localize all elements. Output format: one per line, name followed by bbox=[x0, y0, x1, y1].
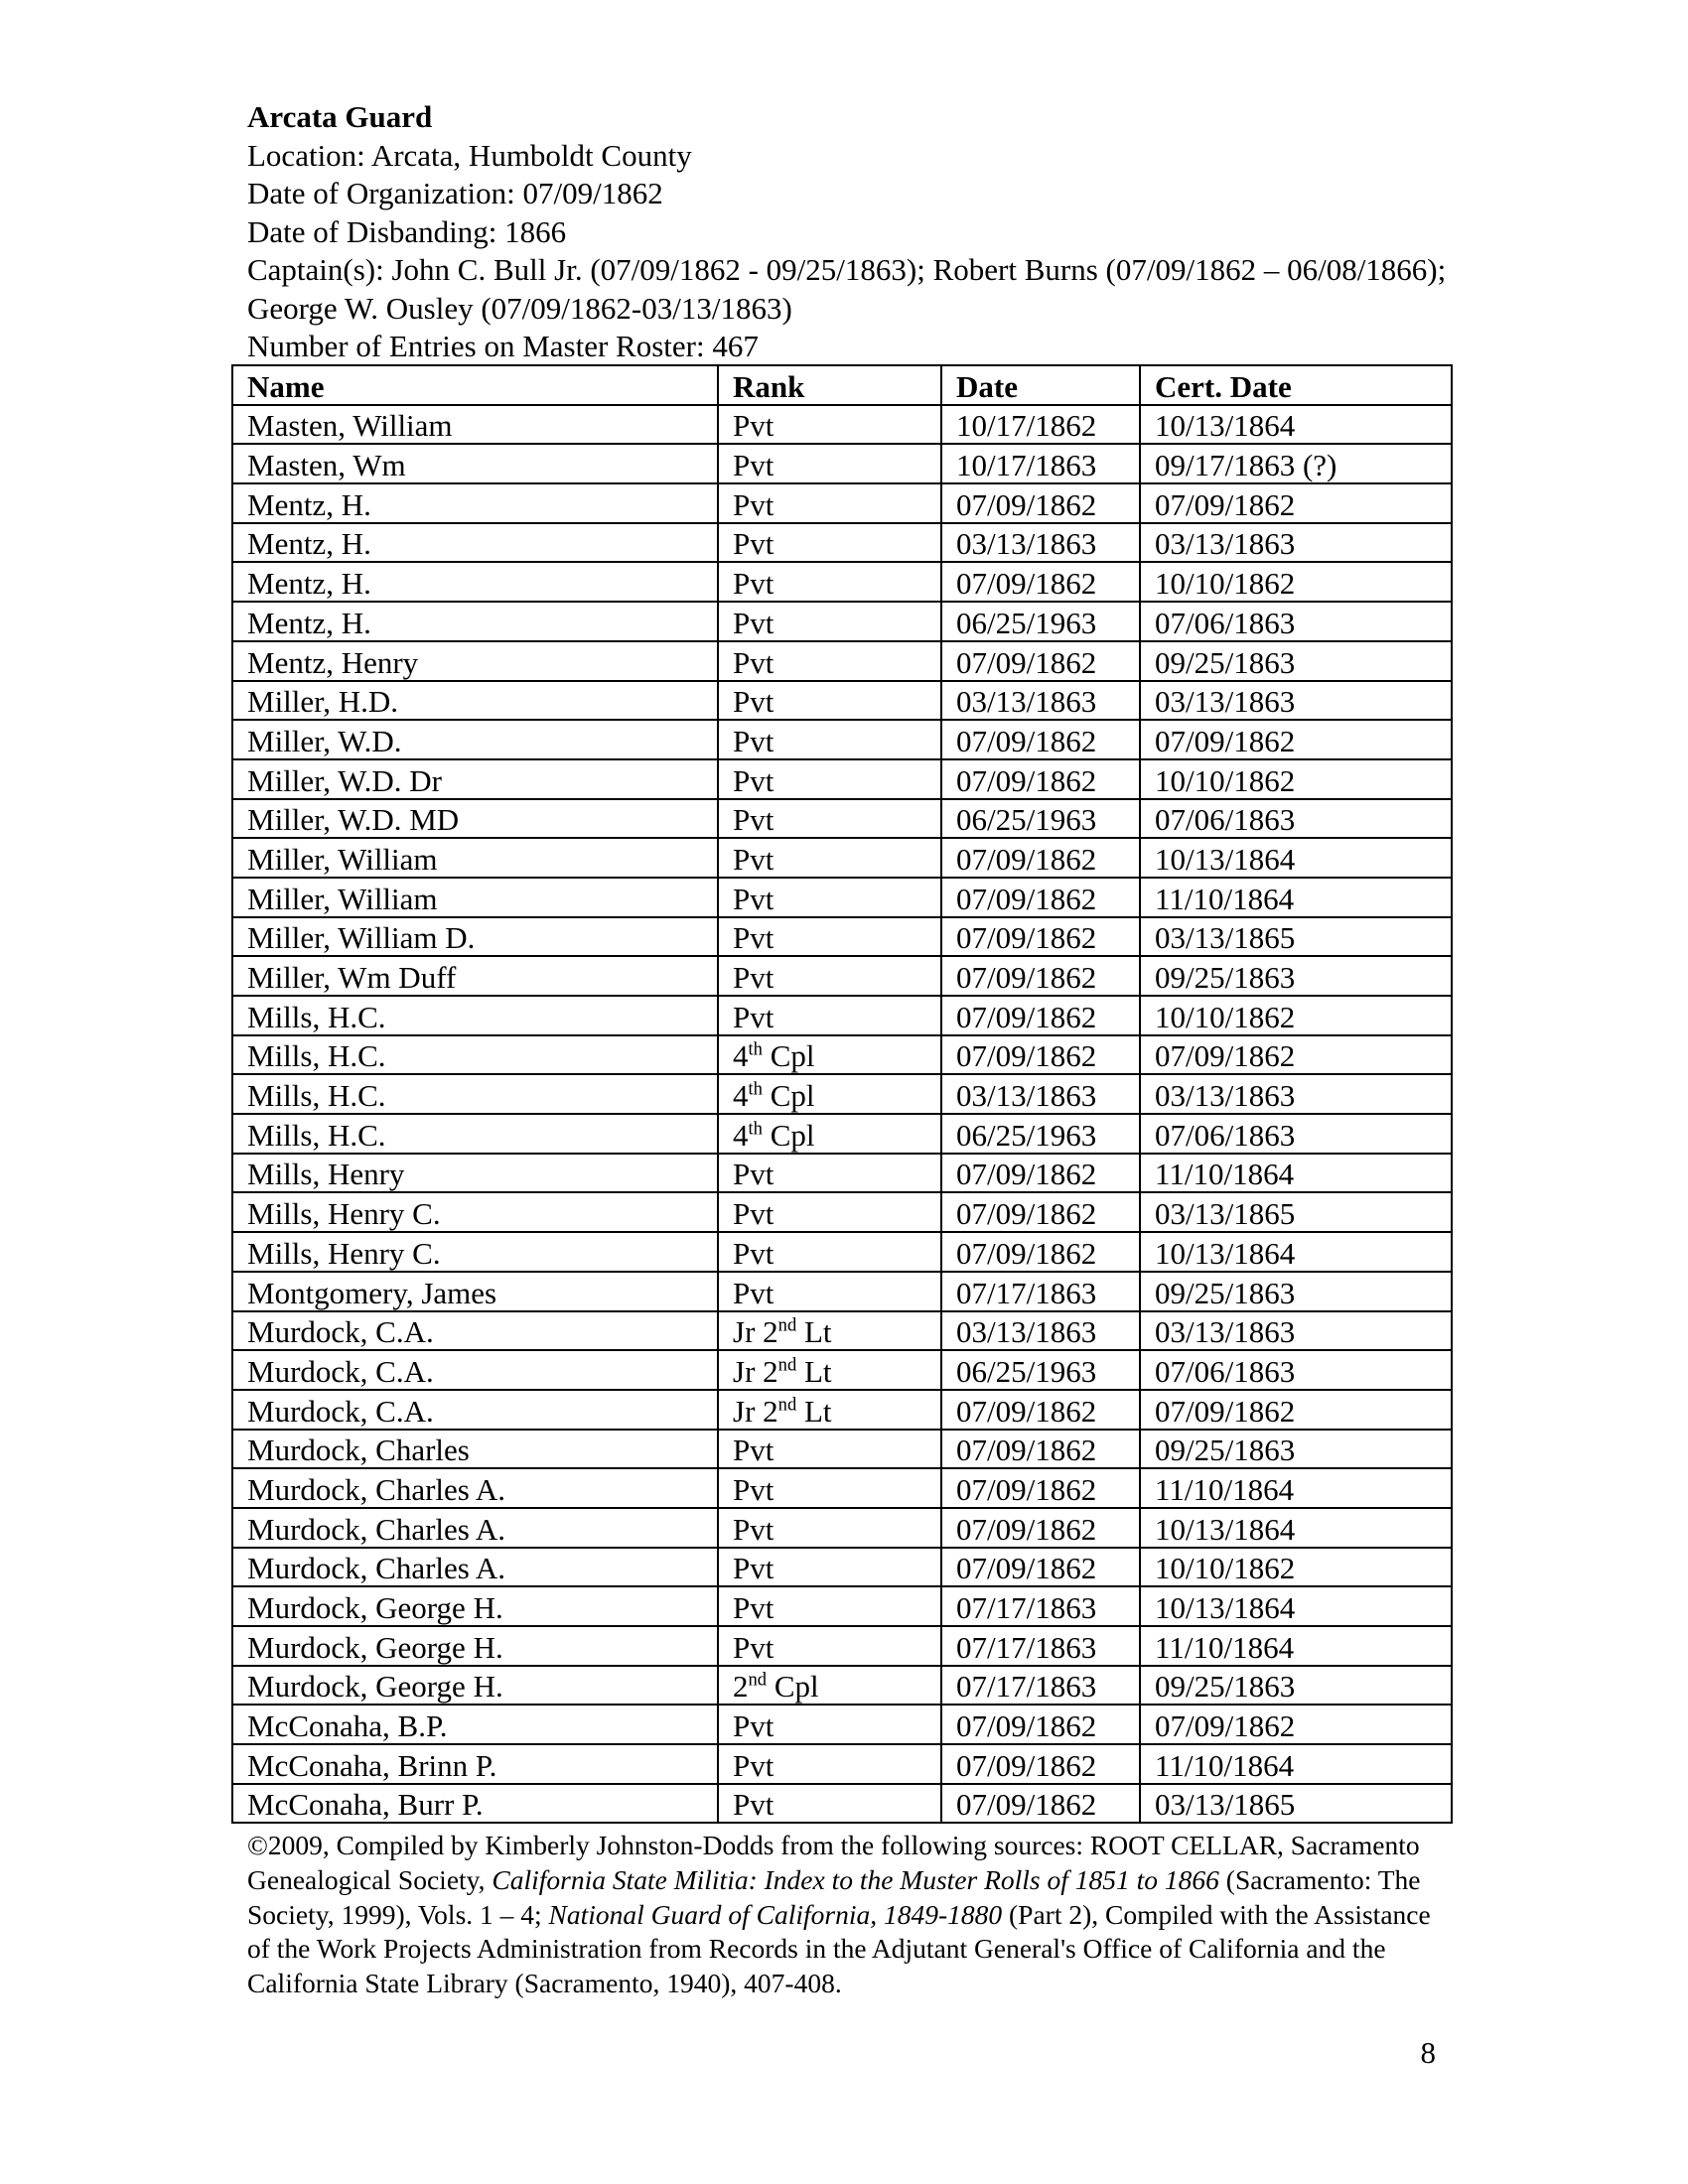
cell-name: Mills, Henry bbox=[232, 1154, 718, 1193]
table-row bbox=[232, 483, 1452, 523]
cell-rank bbox=[718, 1390, 941, 1430]
cell-rank bbox=[718, 1114, 941, 1154]
table-row bbox=[232, 1154, 1452, 1193]
cell-cert-date: 11/10/1864 bbox=[1140, 878, 1452, 917]
unit-disbanding-date: Date of Disbanding: 1866 bbox=[247, 213, 567, 249]
rank-suffix: Cpl bbox=[762, 1117, 815, 1153]
cell-name: Miller, W.D. MD bbox=[232, 799, 718, 839]
cell-name: McConaha, Brinn P. bbox=[232, 1744, 718, 1784]
citation-text: (Sacramento: The Society, 1999), Vols. 1 – 4; bbox=[247, 1863, 1421, 1930]
roster-entry-count: Number of Entries on Master Roster: 467 bbox=[247, 329, 759, 363]
cell-name: Murdock, C.A. bbox=[232, 1311, 718, 1351]
cell-cert-date: 09/25/1863 bbox=[1140, 641, 1452, 681]
citation-text: ©2009, Compiled by Kimberly Johnston-Dodds from the following sources: ROOT CELLAR, Sacramento Genealogical Society, bbox=[247, 1830, 1420, 1895]
cell-rank: Pvt bbox=[718, 1744, 941, 1784]
cell-rank bbox=[718, 1311, 941, 1351]
cell-rank: Pvt bbox=[718, 681, 941, 721]
cell-date: 07/09/1862 bbox=[941, 1744, 1140, 1784]
cell-date: 07/09/1862 bbox=[941, 1390, 1140, 1430]
cell-date: 03/13/1863 bbox=[941, 1074, 1140, 1114]
rank-prefix: 2 bbox=[733, 1669, 749, 1705]
column-header-cert-date: Cert. Date bbox=[1140, 365, 1452, 405]
cell-name: McConaha, B.P. bbox=[232, 1705, 718, 1744]
cell-name: McConaha, Burr P. bbox=[232, 1784, 718, 1824]
cell-date: 10/17/1863 bbox=[941, 444, 1140, 483]
table-row bbox=[232, 1074, 1452, 1114]
cell-rank: Pvt bbox=[718, 956, 941, 996]
cell-rank: Pvt bbox=[718, 1468, 941, 1508]
column-header-date: Date bbox=[941, 365, 1140, 405]
cell-rank: Pvt bbox=[718, 799, 941, 839]
cell-rank: Pvt bbox=[718, 1586, 941, 1626]
cell-date: 07/09/1862 bbox=[941, 996, 1140, 1035]
cell-date: 07/09/1862 bbox=[941, 917, 1140, 957]
cell-cert-date: 10/13/1864 bbox=[1140, 1232, 1452, 1272]
cell-rank: Pvt bbox=[718, 1232, 941, 1272]
cell-cert-date: 09/25/1863 bbox=[1140, 1272, 1452, 1311]
cell-date: 07/09/1862 bbox=[941, 1784, 1140, 1824]
cell-cert-date: 11/10/1864 bbox=[1140, 1468, 1452, 1508]
cell-cert-date: 03/13/1863 bbox=[1140, 1311, 1452, 1351]
cell-rank bbox=[718, 1666, 941, 1706]
cell-cert-date: 11/10/1864 bbox=[1140, 1154, 1452, 1193]
cell-rank: Pvt bbox=[718, 878, 941, 917]
cell-rank: Pvt bbox=[718, 1784, 941, 1824]
cell-date: 06/25/1963 bbox=[941, 1350, 1140, 1390]
unit-location: Location: Arcata, Humboldt County bbox=[247, 137, 692, 173]
cell-cert-date: 11/10/1864 bbox=[1140, 1626, 1452, 1666]
cell-name: Masten, Wm bbox=[232, 444, 718, 483]
roster-table bbox=[231, 364, 1453, 1824]
table-row bbox=[232, 1192, 1452, 1232]
cell-date: 07/09/1862 bbox=[941, 759, 1140, 799]
cell-rank: Pvt bbox=[718, 405, 941, 445]
cell-rank: Pvt bbox=[718, 1192, 941, 1232]
cell-date: 06/25/1963 bbox=[941, 602, 1140, 641]
table-row bbox=[232, 1232, 1452, 1272]
cell-name: Mills, Henry C. bbox=[232, 1192, 718, 1232]
cell-rank bbox=[718, 1035, 941, 1075]
cell-rank: Pvt bbox=[718, 641, 941, 681]
rank-ordinal-suffix: nd bbox=[777, 1314, 797, 1336]
cell-name: Montgomery, James bbox=[232, 1272, 718, 1311]
cell-date: 07/09/1862 bbox=[941, 1548, 1140, 1587]
rank-prefix: 4 bbox=[733, 1038, 749, 1074]
cell-name: Miller, William D. bbox=[232, 917, 718, 957]
rank-prefix: 4 bbox=[733, 1117, 749, 1153]
cell-name: Murdock, C.A. bbox=[232, 1350, 718, 1390]
table-row bbox=[232, 917, 1452, 957]
cell-name: Murdock, Charles A. bbox=[232, 1548, 718, 1587]
cell-cert-date: 09/25/1863 bbox=[1140, 1430, 1452, 1469]
cell-date: 07/09/1862 bbox=[941, 1192, 1140, 1232]
rank-suffix: Lt bbox=[796, 1314, 832, 1350]
table-row bbox=[232, 996, 1452, 1035]
table-row bbox=[232, 602, 1452, 641]
cell-date: 06/25/1963 bbox=[941, 799, 1140, 839]
cell-date: 07/09/1862 bbox=[941, 720, 1140, 759]
cell-name: Mills, H.C. bbox=[232, 996, 718, 1035]
cell-date: 07/17/1863 bbox=[941, 1626, 1140, 1666]
cell-rank: Pvt bbox=[718, 523, 941, 563]
cell-cert-date: 03/13/1863 bbox=[1140, 523, 1452, 563]
cell-date: 07/09/1862 bbox=[941, 878, 1140, 917]
table-row bbox=[232, 1626, 1452, 1666]
rank-ordinal-suffix: nd bbox=[748, 1670, 768, 1692]
cell-name: Murdock, Charles A. bbox=[232, 1508, 718, 1548]
cell-name: Mills, Henry C. bbox=[232, 1232, 718, 1272]
cell-date: 07/09/1862 bbox=[941, 1468, 1140, 1508]
table-row bbox=[232, 1114, 1452, 1154]
cell-cert-date: 03/13/1863 bbox=[1140, 681, 1452, 721]
cell-name: Miller, W.D. bbox=[232, 720, 718, 759]
rank-suffix: Cpl bbox=[762, 1038, 815, 1074]
cell-name: Murdock, George H. bbox=[232, 1626, 718, 1666]
cell-date: 06/25/1963 bbox=[941, 1114, 1140, 1154]
table-row bbox=[232, 720, 1452, 759]
cell-cert-date: 10/13/1864 bbox=[1140, 1508, 1452, 1548]
cell-cert-date: 11/10/1864 bbox=[1140, 1744, 1452, 1784]
page-number: 8 bbox=[1420, 2035, 1436, 2070]
cell-rank: Pvt bbox=[718, 602, 941, 641]
cell-date: 07/09/1862 bbox=[941, 562, 1140, 602]
cell-name: Murdock, Charles bbox=[232, 1430, 718, 1469]
rank-suffix: Lt bbox=[796, 1353, 832, 1389]
cell-date: 07/09/1862 bbox=[941, 483, 1140, 523]
cell-name: Mentz, H. bbox=[232, 602, 718, 641]
citation-title-2: National Guard of California, 1849-1880 bbox=[548, 1898, 1003, 1930]
table-row bbox=[232, 759, 1452, 799]
rank-prefix: Jr 2 bbox=[733, 1314, 778, 1350]
table-row bbox=[232, 799, 1452, 839]
table-row bbox=[232, 956, 1452, 996]
cell-date: 03/13/1863 bbox=[941, 523, 1140, 563]
cell-cert-date: 10/10/1862 bbox=[1140, 759, 1452, 799]
cell-date: 10/17/1862 bbox=[941, 405, 1140, 445]
cell-name: Murdock, George H. bbox=[232, 1586, 718, 1626]
table-row bbox=[232, 878, 1452, 917]
rank-prefix: Jr 2 bbox=[733, 1353, 778, 1389]
table-row bbox=[232, 1666, 1452, 1706]
cell-rank: Pvt bbox=[718, 444, 941, 483]
table-row bbox=[232, 1390, 1452, 1430]
table-row bbox=[232, 1430, 1452, 1469]
cell-name: Miller, H.D. bbox=[232, 681, 718, 721]
cell-name: Murdock, C.A. bbox=[232, 1390, 718, 1430]
unit-organization-date: Date of Organization: 07/09/1862 bbox=[247, 176, 663, 210]
cell-date: 07/09/1862 bbox=[941, 1705, 1140, 1744]
cell-date: 07/09/1862 bbox=[941, 1035, 1140, 1075]
cell-name: Miller, Wm Duff bbox=[232, 956, 718, 996]
cell-cert-date: 10/10/1862 bbox=[1140, 996, 1452, 1035]
cell-cert-date: 10/10/1862 bbox=[1140, 1548, 1452, 1587]
column-header-rank: Rank bbox=[718, 365, 941, 405]
cell-rank: Pvt bbox=[718, 1508, 941, 1548]
cell-cert-date: 07/09/1862 bbox=[1140, 1390, 1452, 1430]
cell-rank bbox=[718, 1350, 941, 1390]
cell-date: 07/09/1862 bbox=[941, 1430, 1140, 1469]
cell-rank: Pvt bbox=[718, 996, 941, 1035]
cell-cert-date: 10/10/1862 bbox=[1140, 562, 1452, 602]
rank-ordinal-suffix: th bbox=[748, 1039, 763, 1061]
citation-text: (Part 2), Compiled with the Assistance of the Work Projects Administration from Records in the Adjutant General's Office of California and the California State Library (Sacramento, 1940), 407-408. bbox=[247, 1898, 1431, 1999]
table-row bbox=[232, 562, 1452, 602]
roster-body bbox=[232, 405, 1452, 1824]
table-row bbox=[232, 681, 1452, 721]
table-row bbox=[232, 405, 1452, 445]
table-row bbox=[232, 1468, 1452, 1508]
table-row bbox=[232, 1272, 1452, 1311]
rank-suffix: Cpl bbox=[762, 1078, 815, 1114]
cell-cert-date: 07/09/1862 bbox=[1140, 1035, 1452, 1075]
cell-rank: Pvt bbox=[718, 1430, 941, 1469]
table-row bbox=[232, 1548, 1452, 1587]
cell-rank: Pvt bbox=[718, 1154, 941, 1193]
cell-cert-date: 03/13/1865 bbox=[1140, 917, 1452, 957]
cell-date: 07/09/1862 bbox=[941, 641, 1140, 681]
cell-rank: Pvt bbox=[718, 1705, 941, 1744]
cell-cert-date: 07/09/1862 bbox=[1140, 1705, 1452, 1744]
cell-cert-date: 03/13/1865 bbox=[1140, 1784, 1452, 1824]
cell-date: 03/13/1863 bbox=[941, 1311, 1140, 1351]
unit-captains: Captain(s): John C. Bull Jr. (07/09/1862 - 09/25/1863); Robert Burns (07/09/1862 – 06/08/1866); George W. Ousley (07/09/1862-03/13/1863) bbox=[247, 252, 1447, 326]
cell-name: Miller, W.D. Dr bbox=[232, 759, 718, 799]
table-row bbox=[232, 1035, 1452, 1075]
cell-rank: Pvt bbox=[718, 917, 941, 957]
cell-date: 07/17/1863 bbox=[941, 1586, 1140, 1626]
cell-rank bbox=[718, 1074, 941, 1114]
rank-ordinal-suffix: nd bbox=[777, 1354, 797, 1376]
cell-name: Miller, William bbox=[232, 878, 718, 917]
roster-header-row bbox=[232, 365, 1452, 405]
cell-name: Miller, William bbox=[232, 838, 718, 878]
cell-date: 07/17/1863 bbox=[941, 1666, 1140, 1706]
table-row bbox=[232, 523, 1452, 563]
cell-rank: Pvt bbox=[718, 562, 941, 602]
rank-prefix: Jr 2 bbox=[733, 1393, 778, 1429]
cell-date: 07/17/1863 bbox=[941, 1272, 1140, 1311]
table-row bbox=[232, 1586, 1452, 1626]
cell-cert-date: 07/09/1862 bbox=[1140, 720, 1452, 759]
rank-suffix: Cpl bbox=[767, 1669, 819, 1705]
cell-date: 07/09/1862 bbox=[941, 1232, 1140, 1272]
source-citation bbox=[247, 1829, 1451, 2001]
rank-suffix: Lt bbox=[796, 1393, 832, 1429]
cell-cert-date: 10/13/1864 bbox=[1140, 1586, 1452, 1626]
cell-rank: Pvt bbox=[718, 720, 941, 759]
citation-title-1: California State Militia: Index to the Muster Rolls of 1851 to 1866 bbox=[492, 1863, 1219, 1895]
table-row bbox=[232, 1311, 1452, 1351]
cell-name: Mentz, H. bbox=[232, 562, 718, 602]
cell-rank: Pvt bbox=[718, 1548, 941, 1587]
cell-cert-date: 07/09/1862 bbox=[1140, 483, 1452, 523]
rank-ordinal-suffix: th bbox=[748, 1078, 763, 1100]
cell-cert-date: 10/13/1864 bbox=[1140, 405, 1452, 445]
cell-rank: Pvt bbox=[718, 838, 941, 878]
cell-rank: Pvt bbox=[718, 483, 941, 523]
table-row bbox=[232, 1784, 1452, 1824]
cell-name: Mentz, Henry bbox=[232, 641, 718, 681]
column-header-name: Name bbox=[232, 365, 718, 405]
cell-name: Mentz, H. bbox=[232, 483, 718, 523]
table-row bbox=[232, 444, 1452, 483]
cell-date: 07/09/1862 bbox=[941, 1154, 1140, 1193]
cell-cert-date: 03/13/1865 bbox=[1140, 1192, 1452, 1232]
unit-title: Arcata Guard bbox=[247, 99, 433, 134]
cell-cert-date: 10/13/1864 bbox=[1140, 838, 1452, 878]
cell-date: 07/09/1862 bbox=[941, 838, 1140, 878]
table-row bbox=[232, 1508, 1452, 1548]
cell-cert-date: 07/06/1863 bbox=[1140, 602, 1452, 641]
cell-name: Murdock, George H. bbox=[232, 1666, 718, 1706]
cell-cert-date: 09/17/1863 (?) bbox=[1140, 444, 1452, 483]
cell-cert-date: 07/06/1863 bbox=[1140, 1350, 1452, 1390]
cell-name: Mills, H.C. bbox=[232, 1035, 718, 1075]
cell-name: Murdock, Charles A. bbox=[232, 1468, 718, 1508]
cell-name: Mentz, H. bbox=[232, 523, 718, 563]
cell-cert-date: 07/06/1863 bbox=[1140, 1114, 1452, 1154]
rank-ordinal-suffix: th bbox=[748, 1118, 763, 1140]
cell-name: Masten, William bbox=[232, 405, 718, 445]
cell-rank: Pvt bbox=[718, 759, 941, 799]
cell-cert-date: 09/25/1863 bbox=[1140, 956, 1452, 996]
table-row bbox=[232, 1350, 1452, 1390]
cell-date: 07/09/1862 bbox=[941, 1508, 1140, 1548]
cell-cert-date: 09/25/1863 bbox=[1140, 1666, 1452, 1706]
cell-name: Mills, H.C. bbox=[232, 1114, 718, 1154]
cell-rank: Pvt bbox=[718, 1272, 941, 1311]
cell-name: Mills, H.C. bbox=[232, 1074, 718, 1114]
rank-ordinal-suffix: nd bbox=[777, 1394, 797, 1416]
unit-header bbox=[247, 98, 1449, 366]
cell-date: 07/09/1862 bbox=[941, 956, 1140, 996]
table-row bbox=[232, 1744, 1452, 1784]
cell-cert-date: 07/06/1863 bbox=[1140, 799, 1452, 839]
table-row bbox=[232, 641, 1452, 681]
table-row bbox=[232, 838, 1452, 878]
cell-date: 03/13/1863 bbox=[941, 681, 1140, 721]
table-row bbox=[232, 1705, 1452, 1744]
cell-rank: Pvt bbox=[718, 1626, 941, 1666]
rank-prefix: 4 bbox=[733, 1078, 749, 1114]
cell-cert-date: 03/13/1863 bbox=[1140, 1074, 1452, 1114]
